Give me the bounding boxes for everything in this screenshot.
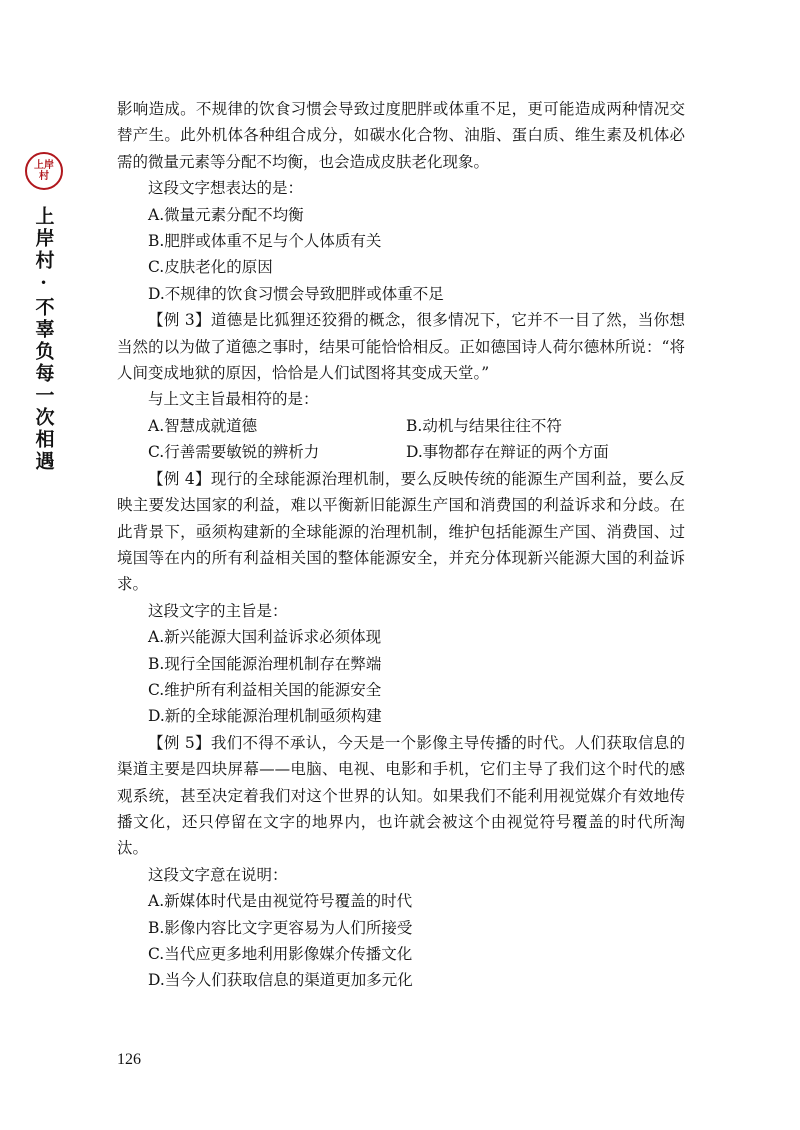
example-4-text: 现行的全球能源治理机制，要么反映传统的能源生产国利益，要么反映主要发达国家的利益，难以平衡新旧能源生产国和消费国的利益诉求和分歧。在此背景下，亟须构建新的全球能源的治理机制，维护包括能源生产国、消费国、过境国等在内的所有利益相关国的整体能源安全，并充分体现新兴能源大国的利益诉求。 <box>117 469 685 594</box>
ex5-question: 这段文字意在说明： <box>148 865 288 884</box>
ex5-option-c: C.当代应更多地利用影像媒介传播文化 <box>148 945 413 963</box>
ex4-option-d: D.新的全球能源治理机制亟须构建 <box>148 707 382 726</box>
q1-option-b: B.肥胖或体重不足与个人体质有关 <box>148 232 382 251</box>
q1-option-d: D.不规律的饮食习惯会导致肥胖或体重不足 <box>148 284 444 303</box>
side-slogan: 上岸村·不辜负每一次相遇 <box>32 206 55 473</box>
example-4-paragraph <box>117 466 685 598</box>
ex3-option-b: B.动机与结果往往不符 <box>406 416 562 435</box>
example-3-paragraph <box>117 307 685 386</box>
example-3-text: 道德是比狐狸还狡猾的概念，很多情况下，它并不一目了然，当你想当然的以为做了道德之事时，结果可能恰恰相反。正如德国诗人荷尔德林所说：“将人间变成地狱的原因，恰恰是人们试图将其变成天堂。” <box>117 311 685 383</box>
example-5-paragraph <box>117 730 685 862</box>
ex3-option-c: C.行善需要敏锐的辨析力 <box>148 443 320 462</box>
ex3-option-a: A.智慧成就道德 <box>148 416 258 435</box>
ex5-option-b: B.影像内容比文字更容易为人们所接受 <box>148 918 413 937</box>
page-content <box>117 96 685 994</box>
ex5-option-d: D.当今人们获取信息的渠道更加多元化 <box>148 971 413 990</box>
q1-question: 这段文字想表达的是： <box>148 179 304 198</box>
ex3-question: 与上文主旨最相符的是： <box>148 390 319 409</box>
ex4-question: 这段文字的主旨是： <box>148 601 288 620</box>
ex3-options-row-2 <box>117 439 685 465</box>
page-number: 126 <box>117 1051 141 1068</box>
intro-paragraph: 影响造成。不规律的饮食习惯会导致过度肥胖或体重不足，更可能造成两种情况交替产生。此外机体各种组合成分，如碳水化合物、油脂、蛋白质、维生素及机体必需的微量元素等分配不均衡，也会造成皮肤老化现象。 <box>117 100 685 171</box>
q1-option-c: C.皮肤老化的原因 <box>148 258 273 277</box>
ex4-option-b: B.现行全国能源治理机制存在弊端 <box>148 654 382 673</box>
ex4-option-a: A.新兴能源大国利益诉求必须体现 <box>148 628 382 647</box>
brand-seal-logo: 上岸 村 <box>25 152 63 190</box>
example-3-tag: 【例 3】 <box>148 311 211 330</box>
ex5-option-a: A.新媒体时代是由视觉符号覆盖的时代 <box>148 892 413 911</box>
side-branding <box>24 152 64 473</box>
example-5-text: 我们不得不承认，今天是一个影像主导传播的时代。人们获取信息的渠道主要是四块屏幕——电脑、电视、电影和手机，它们主导了我们这个时代的感观系统，甚至决定着我们对这个世界的认知。如果我们不能利用视觉媒介有效地传播文化，还只停留在文字的地界内，也许就会被这个由视觉符号覆盖的时代所淘汰。 <box>117 733 685 858</box>
ex3-options-row-1 <box>117 413 685 439</box>
ex4-option-c: C.维护所有利益相关国的能源安全 <box>148 680 382 699</box>
q1-option-a: A.微量元素分配不均衡 <box>148 205 304 224</box>
example-4-tag: 【例 4】 <box>148 469 211 488</box>
ex3-option-d: D.事物都存在辩证的两个方面 <box>406 443 609 462</box>
example-5-tag: 【例 5】 <box>148 733 211 752</box>
